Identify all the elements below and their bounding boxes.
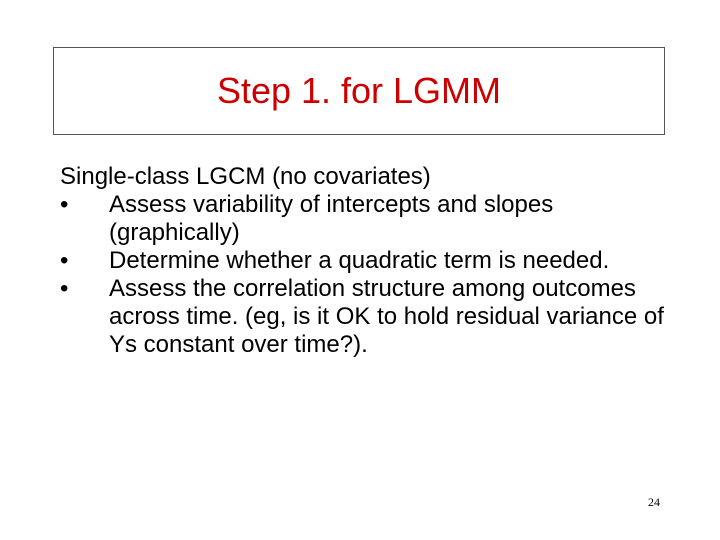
bullet-icon: • — [60, 191, 69, 218]
bullet-item — [60, 191, 680, 247]
slide-body — [60, 163, 680, 359]
bullet-text: Assess variability of intercepts and slopes (graphically) — [109, 191, 554, 246]
bullet-item — [60, 247, 680, 275]
bullet-text: Assess the correlation structure among outcomes across time. (eg, is it OK to hold residual variance of Ys constant over time?). — [109, 275, 664, 358]
bullet-icon: • — [60, 247, 69, 274]
slide-title-box — [53, 47, 665, 135]
bullet-item — [60, 275, 680, 359]
intro-line: Single-class LGCM (no covariates) — [60, 163, 431, 190]
bullet-text: Determine whether a quadratic term is needed. — [109, 247, 610, 274]
bullet-icon: • — [60, 275, 69, 302]
slide-title: Step 1. for LGMM — [216, 70, 502, 111]
page-number: 24 — [648, 495, 660, 509]
